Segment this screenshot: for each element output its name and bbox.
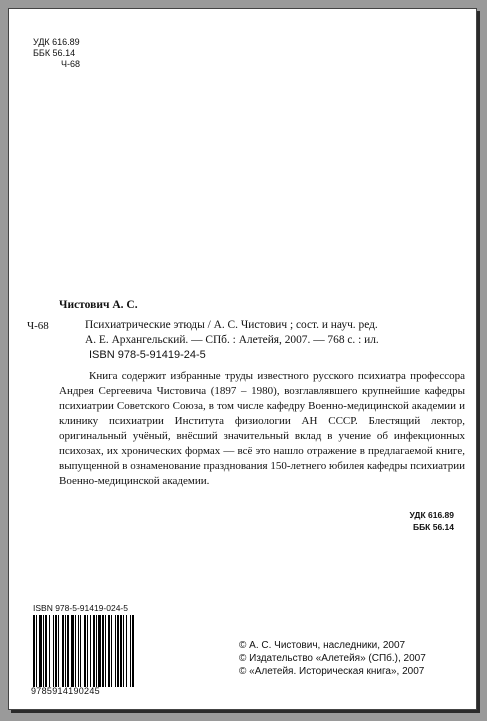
classification-right — [410, 509, 454, 533]
record-author-mark: Ч-68 — [27, 320, 49, 332]
book-imprint-page — [8, 8, 477, 710]
record-author: Чистович А. С. — [59, 299, 138, 311]
barcode-image — [33, 615, 139, 687]
author-mark: Ч-68 — [61, 59, 81, 69]
copyright-line-2: © Издательство «Алетейя» (СПб.), 2007 — [239, 653, 426, 664]
copyright-block — [239, 639, 426, 678]
bbk-code: ББК 56.14 — [33, 48, 76, 58]
classification-block — [33, 37, 80, 70]
barcode-isbn: ISBN 978-5-91419-024-5 — [33, 603, 128, 613]
record-isbn: ISBN 978-5-91419-24-5 — [89, 349, 206, 361]
udk-code-right: УДК 616.89 — [409, 510, 454, 520]
bbk-code-right: ББК 56.14 — [412, 522, 454, 532]
copyright-line-1: © А. С. Чистович, наследники, 2007 — [239, 640, 406, 651]
record-line-2: А. Е. Архангельский. — СПб. : Алетейя, 2007. — 768 с. : ил. — [85, 334, 379, 346]
abstract — [59, 369, 465, 489]
udk-code: УДК 616.89 — [33, 37, 80, 47]
copyright-line-3: © «Алетейя. Историческая книга», 2007 — [239, 666, 425, 677]
record-line-1: Психиатрические этюды / А. С. Чистович ; сост. и науч. ред. — [85, 319, 378, 331]
barcode-number: 9785914190245 — [31, 686, 100, 696]
abstract-text: Книга содержит избранные труды известного русского психиатра профессора Андрея Сергеевича Чистовича (1897 – 1980), возглавлявшего крупнейшие кафедры психиатрии Советского Союза, в том числе кафедру Военно-медицинской академии и клинику психиатрии Института физиологии АН СССР. Блестящий лектор, оригинальный учёный, внёсший значительный вклад в учение об инфекционных психозах, их хронических формах — всё это нашло отражение в предлагаемой книге, выпущенной в ознаменование празднования 150-летнего юбилея кафедры психиатрии Военно-медицинской академии. — [59, 370, 465, 487]
record-description — [85, 318, 459, 348]
